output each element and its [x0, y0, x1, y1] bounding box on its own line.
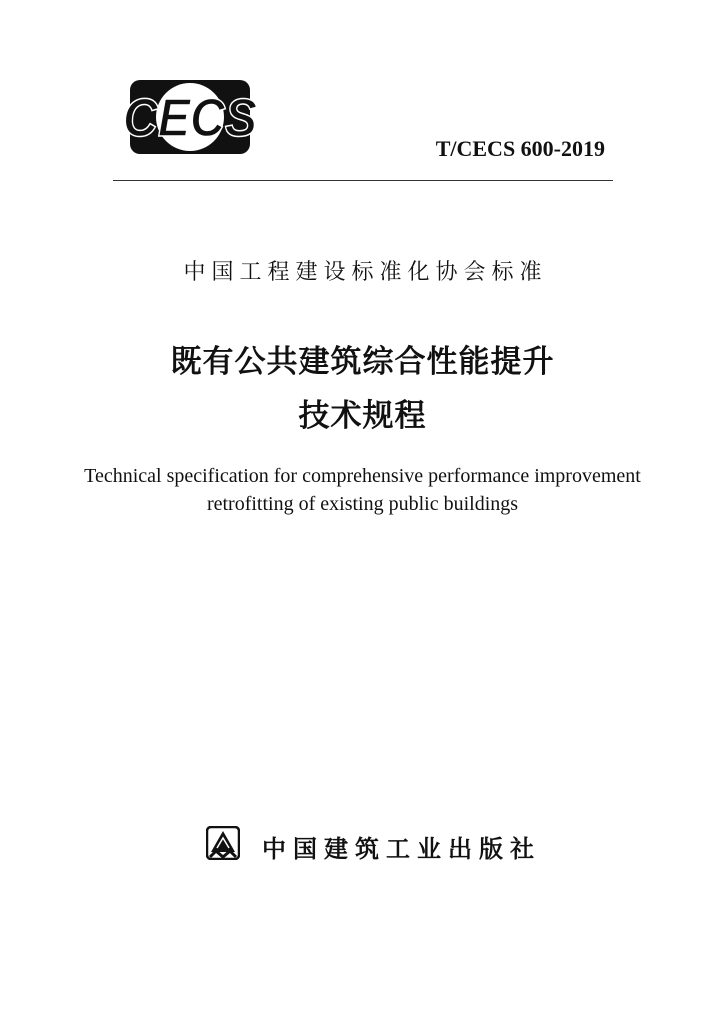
title-zh-line1: 既有公共建筑综合性能提升 [170, 344, 555, 380]
association-name: 中国工程建设标准化协会标准 [183, 260, 548, 285]
title-zh-line2: 技术规程 [298, 398, 427, 434]
svg-text:CECS: CECS [123, 88, 257, 148]
cecs-logo [120, 78, 260, 156]
title-en-line1: Technical specification for comprehensive performance improvement [84, 465, 641, 487]
header-divider [113, 180, 613, 181]
publisher-name: 中国建筑工业出版社 [262, 834, 541, 863]
publisher-logo-icon [206, 826, 240, 860]
title-en-line2: retrofitting of existing public buildings [206, 493, 519, 515]
standard-code: T/CECS 600-2019 [435, 136, 605, 161]
